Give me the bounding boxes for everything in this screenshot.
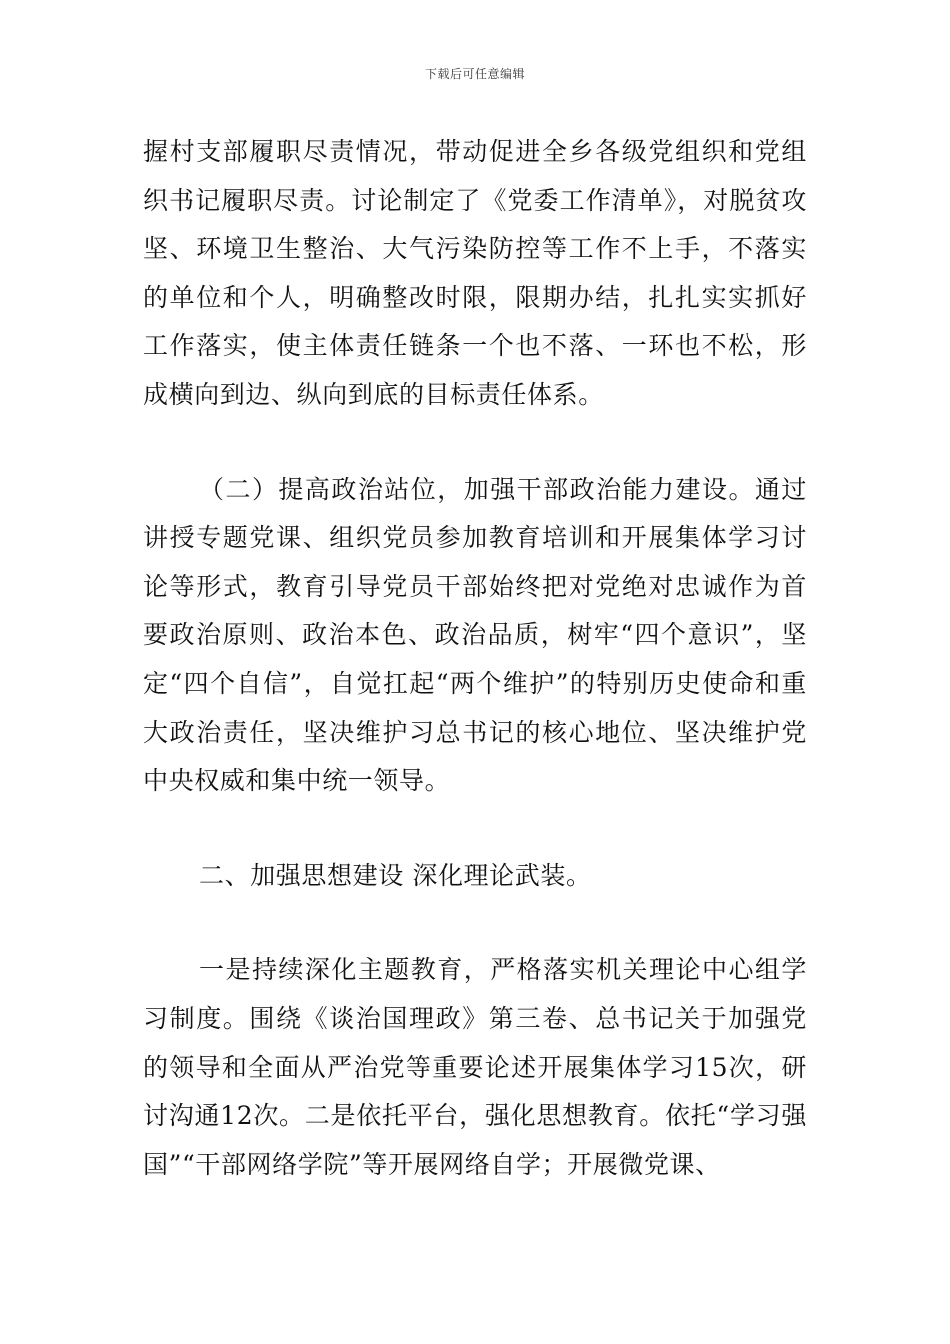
paragraph-political-stance: （二）提高政治站位，加强干部政治能力建设。通过讲授专题党课、组织党员参加教育培训和开展集体学习讨论等形式，教育引导党员干部始终把对党绝对忠诚作为首要政治原则、政治本色、政治品质，树牢“四个意识”，坚定“四个自信”，自觉扛起“两个维护”的特别历史使命和重大政治责任，坚决维护习总书记的核心地位、坚决维护党中央权威和集中统一领导。 bbox=[143, 474, 807, 796]
section-heading-ideological-building: 二、加强思想建设 深化理论武装。 bbox=[199, 860, 592, 890]
paragraph-theme-education: 一是持续深化主题教育，严格落实机关理论中心组学习制度。围绕《谈治国理政》第三卷、总书记关于加强党的领导和全面从严治党等重要论述开展集体学习15次，研讨沟通12次。二是依托平台，强化思想教育。依托“学习强国”“干部网络学院”等开展网络自学；开展微党课、 bbox=[143, 955, 807, 1179]
page-header-note: 下载后可任意编辑 bbox=[424, 67, 525, 81]
paragraph-responsibility-system: 握村支部履职尽责情况，带动促进全乡各级党组织和党组织书记履职尽责。讨论制定了《党委工作清单》，对脱贫攻坚、环境卫生整治、大气污染防控等工作不上手，不落实的单位和个人，明确整改时限，限期办结，扎扎实实抓好工作落实，使主体责任链条一个也不落、一环也不松，形成横向到边、纵向到底的目标责任体系。 bbox=[143, 137, 807, 409]
document-body bbox=[143, 128, 807, 1189]
